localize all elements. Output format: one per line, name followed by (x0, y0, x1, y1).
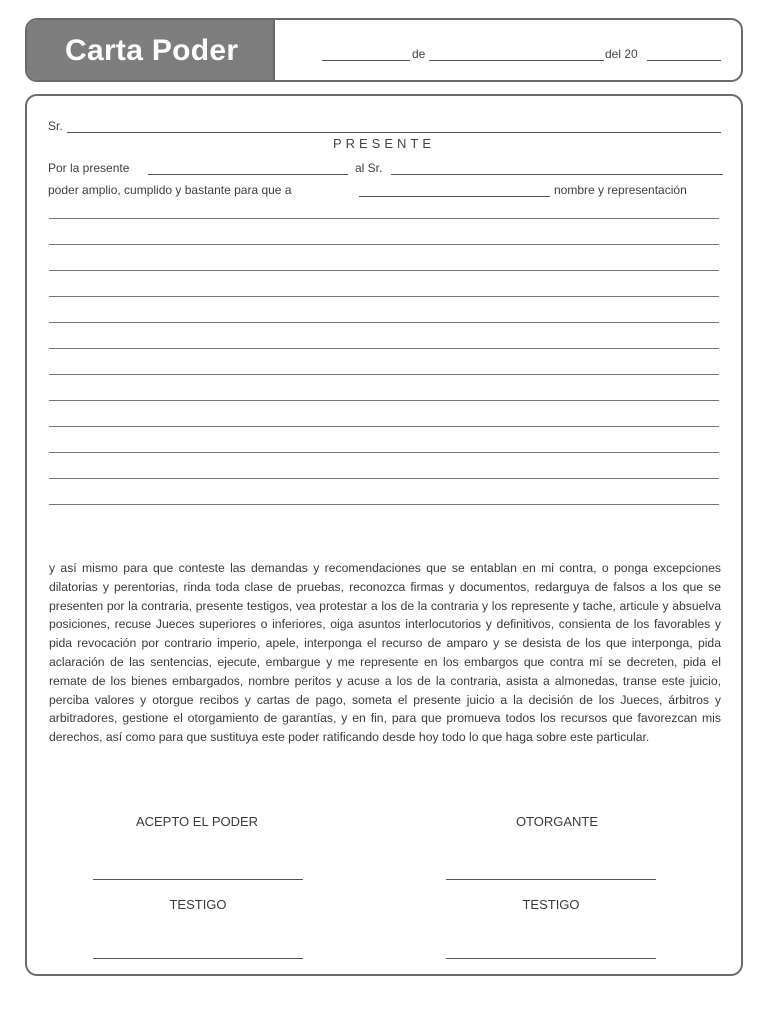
date-day-field[interactable] (322, 60, 410, 61)
signature-line-accept[interactable] (93, 879, 303, 880)
testigo-right-label: TESTIGO (522, 897, 580, 912)
ruled-line[interactable] (49, 400, 719, 401)
date-year-field[interactable] (647, 60, 721, 61)
date-month-field[interactable] (429, 60, 604, 61)
ruled-line[interactable] (49, 296, 719, 297)
form-body (25, 94, 743, 976)
poder-amplio-label: poder amplio, cumplido y bastante para que a (48, 183, 292, 197)
ruled-line[interactable] (49, 374, 719, 375)
form-header (25, 18, 743, 82)
acepto-el-poder-label: ACEPTO EL PODER (135, 814, 259, 829)
nombre-representacion-label: nombre y representación (554, 183, 687, 197)
date-year-label: del 20 (605, 47, 638, 61)
testigo-left-label: TESTIGO (169, 897, 227, 912)
ruled-line[interactable] (49, 322, 719, 323)
signature-line-witness-right[interactable] (446, 958, 656, 959)
attorney-name-field[interactable] (391, 174, 723, 175)
ruled-line[interactable] (49, 348, 719, 349)
ruled-line[interactable] (49, 270, 719, 271)
al-sr-label: al Sr. (355, 161, 383, 175)
presente-heading: PRESENTE (332, 136, 436, 151)
title-block (27, 20, 275, 80)
ruled-line[interactable] (49, 504, 719, 505)
ruled-line[interactable] (49, 452, 719, 453)
ruled-line[interactable] (49, 244, 719, 245)
grantor-name-field[interactable] (148, 174, 348, 175)
sr-name-field[interactable] (67, 132, 721, 133)
ruled-line[interactable] (49, 478, 719, 479)
signature-line-grantor[interactable] (446, 879, 656, 880)
signature-line-witness-left[interactable] (93, 958, 303, 959)
date-de-label: de (412, 47, 426, 61)
ruled-line[interactable] (49, 426, 719, 427)
otorgante-label: OTORGANTE (515, 814, 599, 829)
body-paragraph: y así mismo para que conteste las demandas y recomendaciones que se entablan en mi contra, o ponga excepciones dilatorias y perentorias, rinda toda clase de pruebas, reconozca firmas y documentos, redarguya de falsos a los que se presenten por la contraria, presente testigos, vea protestar a los de la contraria y los represente y tache, articule y absuelva posiciones, recuse Jueces superiores o inferiores, oiga asuntos interlocutorios y definitivos, consienta de los favorables y pida revocación por contrario imperio, apele, interponga el recurso de amparo y se desista de los que interponga, pida aclaración de las sentencias, ejecute, embargue y me represente en los embargos que contra mí se decreten, pida el remate de los bienes embargados, nombre peritos y acuse a los de la contraria, asista a almonedas, transe este juicio, perciba valores y otorgue recibos y cartas de pago, someta el presente juicio a la decisión de los Jueces, árbitros y arbitradores, gestione el otorgamiento de garantías, y en fin, para que promueva todos los recursos que favorezcan mis derechos, así como para que sustituya este poder ratificando desde hoy todo lo que haga sobre este particular. (49, 561, 721, 745)
form-title: Carta Poder (65, 34, 239, 67)
representation-name-field[interactable] (359, 196, 550, 197)
ruled-line[interactable] (49, 218, 719, 219)
por-la-presente-label: Por la presente (48, 161, 130, 175)
sr-label: Sr. (48, 119, 63, 133)
